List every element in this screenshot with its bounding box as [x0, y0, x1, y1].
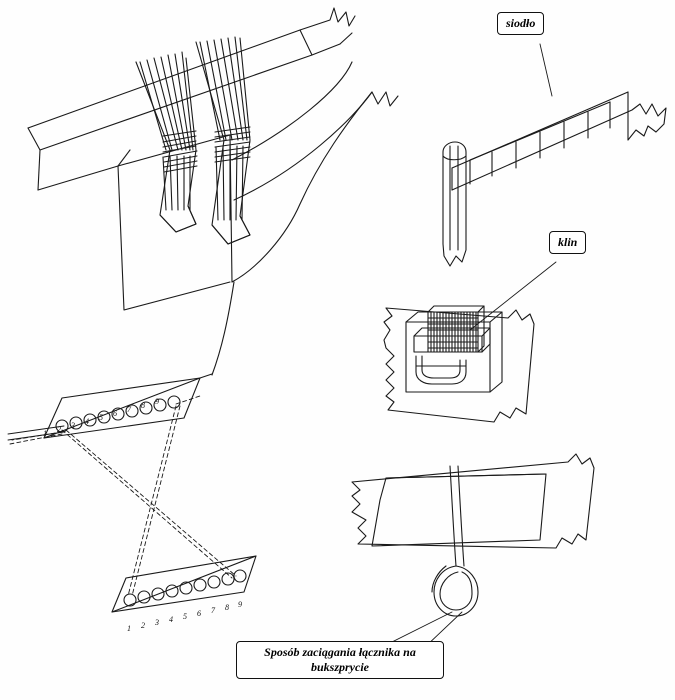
sequence-number: 5 [183, 612, 187, 621]
sequence-number: 1 [43, 429, 47, 438]
sequence-number: 6 [113, 409, 117, 418]
sequence-number: 3 [71, 421, 75, 430]
sequence-number: 9 [238, 600, 242, 609]
sequence-number: 7 [127, 405, 131, 414]
callout-sposob-zaciagania: Sposób zaciągania łącznika na bukszprycie [236, 641, 444, 679]
sequence-number: 2 [141, 621, 145, 630]
sequence-number: 8 [141, 401, 145, 410]
callout-klin: klin [549, 231, 586, 254]
sequence-number: 8 [225, 603, 229, 612]
sequence-number: 7 [211, 606, 215, 615]
sequence-number: 2 [57, 425, 61, 434]
sequence-number: 1 [127, 624, 131, 633]
sequence-number: 9 [155, 397, 159, 406]
sequence-number: 5 [99, 413, 103, 422]
sequence-number: 3 [155, 618, 159, 627]
sequence-number: 4 [169, 615, 173, 624]
sequence-number: 4 [85, 417, 89, 426]
callout-siodlo: siodło [497, 12, 544, 35]
sequence-number: 6 [197, 609, 201, 618]
